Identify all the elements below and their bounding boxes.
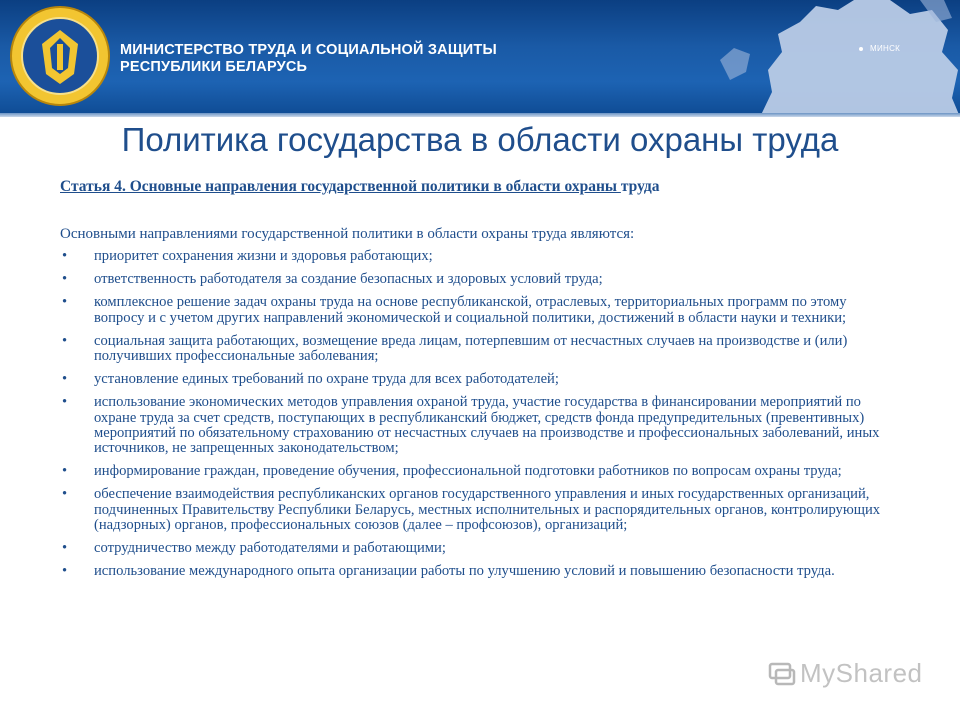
watermark-label: MyShared — [800, 658, 923, 688]
ministry-name — [120, 42, 497, 76]
map-city-label: МИНСК — [870, 44, 901, 53]
list-item: • ответственность работодателя за создание безопасных и здоровых условий труда; — [60, 272, 890, 287]
list-item: • комплексное решение задач охраны труда на основе республиканской, отраслевых, территориальных программ по этому вопросу и с учетом других направлений экономической и социальной политики, достижений в области науки и техники; — [60, 295, 890, 325]
header-banner — [0, 0, 960, 117]
list-item: • социальная защита работающих, возмещение вреда лицам, потерпевшим от несчастных случаев на производстве и (или) получивших профессиональные заболевания; — [60, 334, 890, 364]
watermark-text — [770, 658, 923, 689]
ministry-name-line2: РЕСПУБЛИКИ БЕЛАРУСЬ — [120, 59, 308, 75]
article-heading — [60, 177, 940, 197]
list-item: • использование экономических методов управления охраной труда, участие государства в финансировании мероприятий по охране труда за счет средств, поступающих в республиканский бюджет, средств фонда предупредительных (превентивных) мероприятий по обязательному страхованию от несчастных случаев на производстве и профессиональных заболеваний, иных источников, не запрещенных законодательством; — [60, 395, 890, 456]
ministry-name-line1: МИНИСТЕРСТВО ТРУДА И СОЦИАЛЬНОЙ ЗАЩИТЫ — [120, 42, 497, 58]
article-heading-underlined: Статья 4. Основные направления государственной политики в области охраны — [60, 178, 621, 195]
list-item: • использование международного опыта организации работы по улучшению условий и повышению безопасности труда. — [60, 564, 890, 579]
minsk-marker-icon — [859, 47, 863, 51]
list-item: • установление единых требований по охране труда для всех работодателей; — [60, 372, 890, 387]
article-heading-tail: труда — [620, 178, 660, 195]
intro-text: Основными направлениями государственной политики в области охраны труда являются: — [60, 226, 635, 242]
slide-title: Политика государства в области охраны труда — [121, 121, 839, 158]
belarus-map-icon — [720, 0, 960, 117]
list-item: • приоритет сохранения жизни и здоровья работающих; — [60, 249, 890, 264]
list-item: • информирование граждан, проведение обучения, профессиональной подготовки работников по вопросам охраны труда; — [60, 464, 890, 479]
list-item: • сотрудничество между работодателями и работающими; — [60, 541, 890, 556]
list-item: • обеспечение взаимодействия республиканских органов государственного управления и иных государственных организаций, подчиненных Правительству Республики Беларусь, местных исполнительных и распорядительных органов, контролирующих (надзорных) органов, профессиональных союзов (далее – профсоюзов), организаций; — [60, 487, 890, 533]
ministry-emblem-icon — [8, 4, 112, 108]
directions-list — [60, 249, 890, 587]
